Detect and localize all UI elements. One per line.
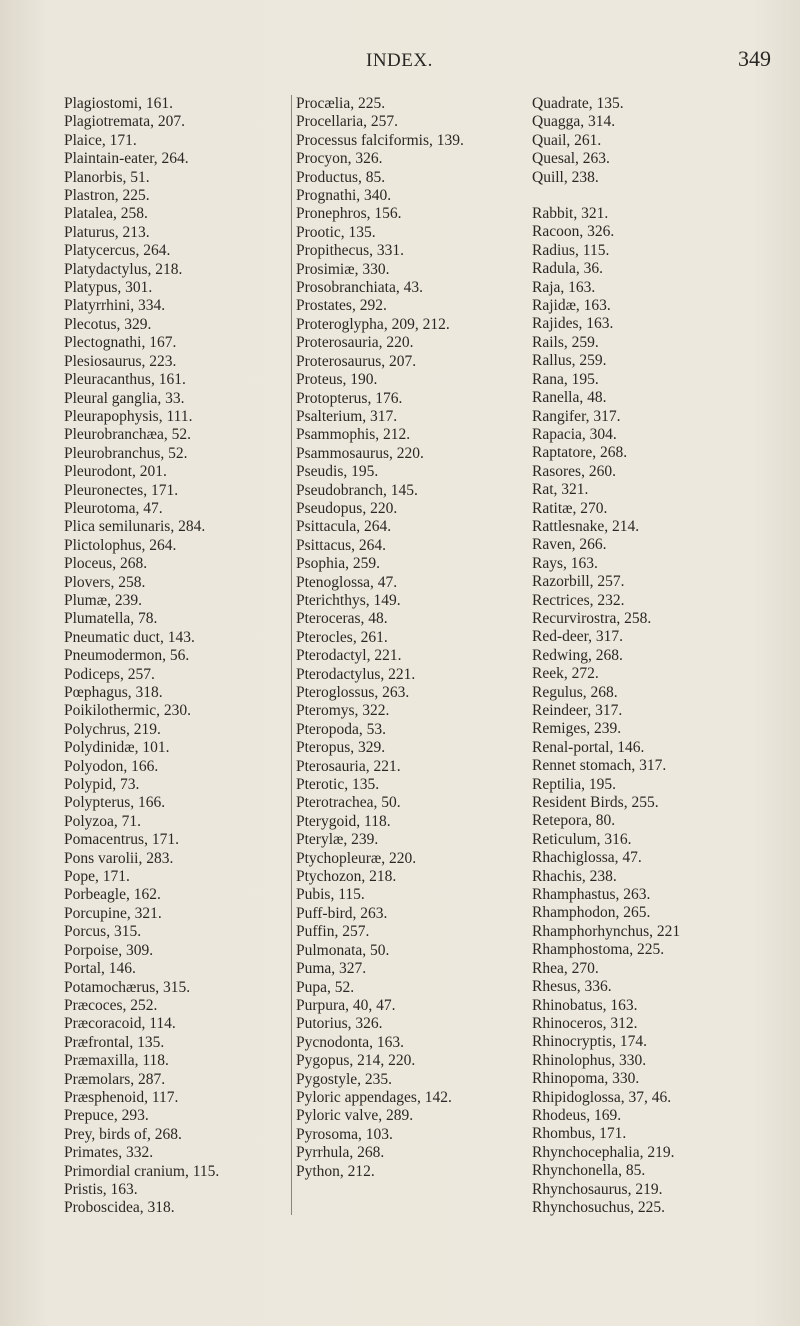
index-entry: Pteromys, 322.: [296, 702, 390, 720]
index-entry: Pycnodonta, 163.: [296, 1033, 405, 1051]
index-entry: Poikilothermic, 230.: [64, 702, 192, 720]
index-entry: Rana, 195.: [532, 370, 599, 388]
index-entry: Psittacus, 264.: [296, 536, 386, 554]
index-entry: Polydinidæ, 101.: [64, 739, 170, 757]
index-entry: Primordial cranium, 115.: [64, 1162, 220, 1180]
index-entry: Puff-bird, 263.: [296, 904, 388, 922]
index-entry: Plaice, 171.: [64, 131, 137, 149]
index-entry: Primates, 332.: [64, 1144, 154, 1162]
index-entry: Rhesus, 336.: [532, 978, 612, 996]
index-entry: Psammophis, 212.: [296, 426, 411, 444]
index-entry: Pyloric valve, 289.: [296, 1107, 414, 1125]
index-entry: Rhynchocephalia, 219.: [532, 1143, 675, 1161]
index-entry: Plastron, 225.: [64, 187, 150, 205]
index-entry: Plictolophus, 264.: [64, 536, 177, 554]
index-entry: Polychrus, 219.: [64, 720, 161, 738]
index-entry: Renal-portal, 146.: [532, 738, 645, 756]
index-entry: Rabbit, 321.: [532, 205, 609, 223]
index-entry: Pneumodermon, 56.: [64, 647, 190, 665]
index-entry: Potamochærus, 315.: [64, 978, 191, 996]
running-header: INDEX.: [366, 50, 433, 71]
index-entry: Psammosaurus, 220.: [296, 444, 424, 462]
index-entry: Porcus, 315.: [64, 923, 142, 941]
index-entry: Radula, 36.: [532, 260, 604, 278]
index-entry: Rajidæ, 163.: [532, 297, 611, 315]
index-entry: Processus falciformis, 139.: [296, 131, 464, 149]
index-entry: Præcoracoid, 114.: [64, 1015, 176, 1033]
index-entry: Rhinobatus, 163.: [532, 996, 638, 1014]
index-entry: Pterosauria, 221.: [296, 757, 401, 775]
index-entry: Pseudopus, 220.: [296, 499, 398, 517]
index-column-2-entries: [296, 95, 520, 1181]
index-entry: Proteroglypha, 209, 212.: [296, 315, 450, 333]
index-entry: Pœphagus, 318.: [64, 684, 163, 701]
index-entry: Propithecus, 331.: [296, 242, 405, 260]
index-entry: Rhynchosuchus, 225.: [532, 1198, 666, 1216]
index-entry: Pyloric appendages, 142.: [296, 1088, 452, 1106]
index-entry: Pope, 171.: [64, 868, 130, 886]
index-entry: Pleurobranchæa, 52.: [64, 426, 191, 444]
index-entry: Pteropus, 329.: [296, 739, 386, 757]
index-entry: Prosimiæ, 330.: [296, 260, 390, 278]
index-entry: Rectrices, 232.: [532, 591, 625, 609]
index-entry: Præmolars, 287.: [64, 1070, 166, 1088]
index-entry: Rallus, 259.: [532, 352, 607, 370]
index-entry: Plecotus, 329.: [64, 315, 152, 333]
index-entry: Polypid, 73.: [64, 776, 140, 794]
index-entry: Rhamphorhynchus, 221: [532, 922, 681, 940]
index-entry: Pleurodont, 201.: [64, 463, 167, 481]
index-entry: Rhinopoma, 330.: [532, 1070, 640, 1088]
index-entry: Putorius, 326.: [296, 1015, 383, 1033]
index-entry: Rangifer, 317.: [532, 407, 621, 425]
index-entry: Pygopus, 214, 220.: [296, 1052, 416, 1070]
index-entry: Reticulum, 316.: [532, 830, 632, 848]
index-entry: Pteroceras, 48.: [296, 610, 388, 628]
index-entry: Regulus, 268.: [532, 683, 618, 701]
index-entry: Proterosauria, 220.: [296, 334, 414, 352]
index-entry: Quagga, 314.: [532, 113, 616, 131]
index-entry: Porbeagle, 162.: [64, 886, 161, 904]
index-entry: Recurvirostra, 258.: [532, 609, 652, 627]
index-entry: Platyrrhini, 334.: [64, 297, 166, 315]
index-column-3: [532, 95, 772, 1217]
index-entry: Purpura, 40, 47.: [296, 996, 396, 1014]
index-entry: Pterotrachea, 50.: [296, 794, 401, 812]
index-entry: Quail, 261.: [532, 131, 602, 149]
index-entry: Raptatore, 268.: [532, 444, 628, 462]
index-entry: Platurus, 213.: [64, 223, 150, 241]
index-entry: Rhynchosaurus, 219.: [532, 1180, 663, 1198]
index-entry: Præmaxilla, 118.: [64, 1052, 169, 1070]
index-entry: Plovers, 258.: [64, 573, 146, 591]
index-entry: Python, 212.: [296, 1162, 375, 1180]
index-entry: Pleural ganglia, 33.: [64, 389, 185, 407]
index-entry: Pterodactyl, 221.: [296, 647, 402, 665]
index-entry: Ptenoglossa, 47.: [296, 573, 398, 591]
index-entry: Rhombus, 171.: [532, 1125, 627, 1143]
index-entry: Porpoise, 309.: [64, 941, 154, 959]
index-entry: Planorbis, 51.: [64, 168, 150, 186]
index-entry: Retepora, 80.: [532, 812, 616, 830]
index-entry: Pterygoid, 118.: [296, 812, 391, 830]
index-entry: Rhamphastus, 263.: [532, 886, 651, 904]
index-entry: Puma, 327.: [296, 960, 367, 978]
index-entry: Pteropoda, 53.: [296, 720, 386, 738]
index-entry: Pons varolii, 283.: [64, 849, 174, 867]
index-entry: Præcoces, 252.: [64, 996, 158, 1014]
index-entry: Podiceps, 257.: [64, 665, 155, 683]
index-entry: Pterotic, 135.: [296, 776, 380, 794]
index-entry: Pyrrhula, 268.: [296, 1144, 385, 1162]
index-entry: Plagiotremata, 207.: [64, 113, 185, 131]
index-entry: Rasores, 260.: [532, 462, 616, 480]
index-entry: Prostates, 292.: [296, 297, 387, 315]
index-entry: Reindeer, 317.: [532, 702, 623, 719]
index-entry: Redwing, 268.: [532, 646, 623, 664]
index-entry: Pneumatic duct, 143.: [64, 628, 195, 646]
index-entry: Quadrate, 135.: [532, 95, 624, 112]
index-entry: Rennet stomach, 317.: [532, 757, 667, 775]
index-entry: Pterichthys, 149.: [296, 591, 401, 609]
index-entry: Proteus, 190.: [296, 371, 378, 389]
index-entry: Pterylæ, 239.: [296, 831, 379, 849]
index-entry: Pleurotoma, 47.: [64, 499, 163, 517]
index-entry: Pseudis, 195.: [296, 463, 379, 481]
index-entry: Raja, 163.: [532, 278, 596, 296]
index-entry: Ranella, 48.: [532, 389, 607, 407]
index-entry: Præfrontal, 135.: [64, 1033, 165, 1051]
index-entry: Plumæ, 239.: [64, 591, 142, 609]
index-entry: Razorbill, 257.: [532, 573, 625, 591]
index-entry: Prootic, 135.: [296, 223, 376, 241]
index-entry: Procyon, 326.: [296, 150, 383, 168]
index-entry: Resident Birds, 255.: [532, 794, 659, 812]
index-entry: Rhachis, 238.: [532, 867, 617, 885]
index-entry: Pupa, 52.: [296, 978, 355, 996]
index-entry: Pristis, 163.: [64, 1180, 138, 1198]
index-entry: Procælia, 225.: [296, 95, 386, 112]
index-entry: Puffin, 257.: [296, 923, 370, 941]
index-entry: Rhea, 270.: [532, 959, 599, 977]
index-entry: Pygostyle, 235.: [296, 1070, 393, 1088]
index-entry: Prey, birds of, 268.: [64, 1125, 182, 1143]
index-entry: Rhipidoglossa, 37, 46.: [532, 1088, 672, 1106]
index-entry: Ploceus, 268.: [64, 555, 148, 573]
index-entry: Rattlesnake, 214.: [532, 517, 640, 535]
index-entry: Polypterus, 166.: [64, 794, 166, 812]
index-entry: Proterosaurus, 207.: [296, 352, 417, 370]
index-entry: Psophia, 259.: [296, 555, 380, 573]
index-entry: Rays, 163.: [532, 554, 598, 572]
index-entry: Ptychozon, 218.: [296, 868, 397, 886]
index-entry: Raven, 266.: [532, 536, 607, 554]
index-entry: Rhinocryptis, 174.: [532, 1033, 647, 1051]
index-entry: Productus, 85.: [296, 168, 386, 186]
index-entry: Racoon, 326.: [532, 223, 615, 241]
index-entry: Pteroglossus, 263.: [296, 684, 410, 701]
index-entry: Plectognathi, 167.: [64, 334, 177, 352]
index-entry: Quill, 238.: [532, 168, 599, 186]
index-entry: Protopterus, 176.: [296, 389, 403, 407]
index-entry: Plagiostomi, 161.: [64, 95, 173, 112]
index-entry: Psalterium, 317.: [296, 407, 398, 425]
index-entry: Rapacia, 304.: [532, 425, 617, 443]
index-entry: Rhachiglossa, 47.: [532, 849, 642, 867]
index-entry: Pseudobranch, 145.: [296, 481, 418, 499]
index-entry: Pubis, 115.: [296, 886, 365, 904]
index-entry: Platydactylus, 218.: [64, 260, 183, 278]
index-entry: Prosobranchiata, 43.: [296, 279, 423, 297]
index-entry: Plica semilunaris, 284.: [64, 518, 206, 536]
index-entry: Pterodactylus, 221.: [296, 665, 416, 683]
index-entry: Rhamphostoma, 225.: [532, 941, 665, 959]
index-entry: Rhamphodon, 265.: [532, 904, 651, 922]
index-entry: Reptilia, 195.: [532, 775, 616, 793]
index-entry: Prognathi, 340.: [296, 187, 392, 205]
index-entry: Ptychopleuræ, 220.: [296, 849, 417, 867]
index-entry: Platycercus, 264.: [64, 242, 171, 260]
index-entry: Red-deer, 317.: [532, 628, 624, 646]
index-column-2: [291, 95, 516, 1215]
index-entry: Plaintain-eater, 264.: [64, 150, 189, 168]
index-entry: Proboscidea, 318.: [64, 1199, 175, 1217]
index-entry: Quesal, 263.: [532, 150, 610, 168]
index-entry: Ratitæ, 270.: [532, 499, 608, 517]
index-entry: Pleurapophysis, 111.: [64, 407, 193, 425]
index-entry: Pyrosoma, 103.: [296, 1125, 393, 1143]
page-number: 349: [738, 46, 771, 71]
index-entry: Rat, 321.: [532, 481, 589, 499]
index-entry: Procellaria, 257.: [296, 113, 399, 131]
index-column-1: [64, 95, 260, 1218]
index-entry: Pronephros, 156.: [296, 205, 402, 223]
index-entry: Pleuracanthus, 161.: [64, 371, 186, 389]
index-entry: Præsphenoid, 117.: [64, 1088, 179, 1106]
index-entry: Portal, 146.: [64, 960, 136, 978]
index-entry: Platypus, 301.: [64, 279, 153, 297]
index-entry: Rhynchonella, 85.: [532, 1162, 646, 1180]
index-entry: Pleurobranchus, 52.: [64, 444, 188, 462]
index-entry: Porcupine, 321.: [64, 904, 162, 922]
index-entry: Polyodon, 166.: [64, 757, 159, 775]
index-entry: Pleuronectes, 171.: [64, 481, 179, 499]
section-gap: [532, 187, 772, 205]
index-entry: Pomacentrus, 171.: [64, 831, 179, 849]
index-entry: Rajides, 163.: [532, 315, 614, 333]
index-entry: Plumatella, 78.: [64, 610, 158, 628]
index-entry: Reek, 272.: [532, 665, 599, 683]
index-entry: Rhinolophus, 330.: [532, 1051, 647, 1069]
index-entry: Radius, 115.: [532, 241, 610, 259]
index-entry: Rhodeus, 169.: [532, 1106, 622, 1124]
index-entry: Plesiosaurus, 223.: [64, 352, 177, 370]
index-entry: Rhinoceros, 312.: [532, 1014, 638, 1032]
index-entry: Platalea, 258.: [64, 205, 148, 223]
index-entry: Polyzoa, 71.: [64, 812, 142, 830]
index-entry: Pterocles, 261.: [296, 628, 388, 646]
index-entry: Prepuce, 293.: [64, 1107, 149, 1125]
index-entry: Pulmonata, 50.: [296, 941, 390, 959]
index-entry: Rails, 259.: [532, 333, 599, 351]
index-entry: Psittacula, 264.: [296, 518, 392, 536]
index-entry: Remiges, 239.: [532, 720, 622, 738]
